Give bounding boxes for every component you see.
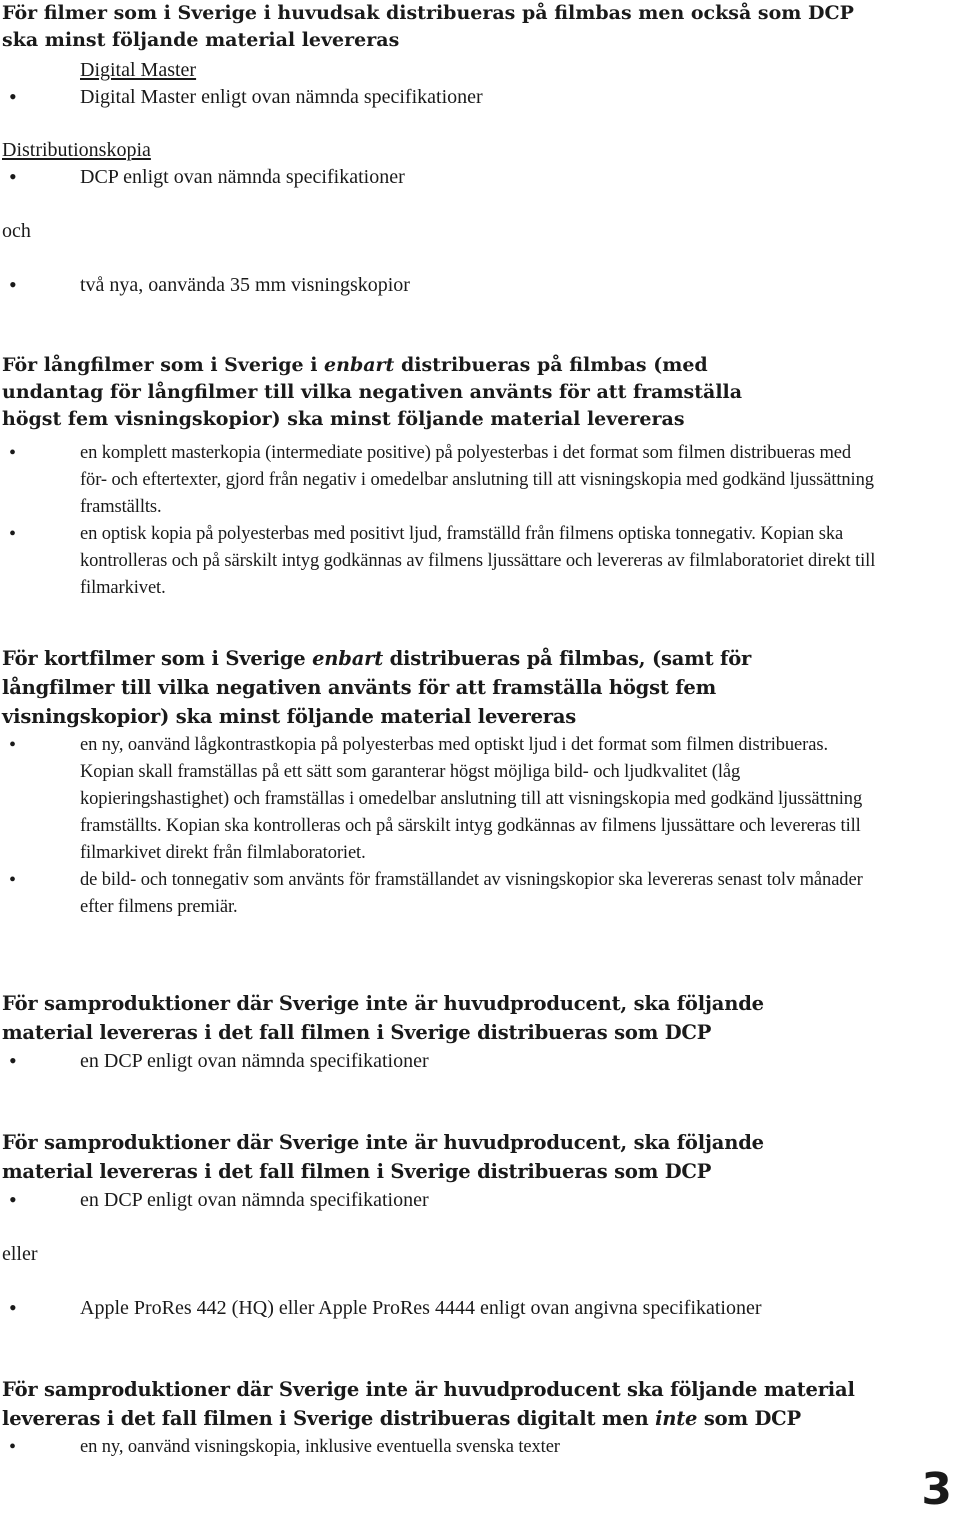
- list-item: • två nya, oanvända 35 mm visningskopior: [9, 272, 410, 297]
- bullet-icon: •: [9, 1187, 17, 1212]
- bullet-icon: •: [9, 734, 16, 756]
- list-item: • en ny, oanvänd lågkontrastkopia på polyesterbas med optiskt ljud i det format som filmen distribueras. Kopian skall framställas på ett sätt som garanterar högst möjliga bild- och ljudkvalitet (låg kopieringshastighet) och framställas i omedelbar anslutning till att visningskopia med godkänd ljussättning framställts. Kopian ska kontrolleras och på särskilt intyg godkännas av filmens ljussättare och levereras till filmarkivet direkt från filmlaboratoriet.: [9, 734, 863, 863]
- coprod-3-list: [0, 1434, 880, 1461]
- bullet-icon: •: [9, 84, 17, 109]
- list-item: • Digital Master enligt ovan nämnda specifikationer: [9, 84, 483, 109]
- digital-master-list: [0, 84, 880, 110]
- intro-heading: För filmer som i Sverige i huvudsak distribueras på filmbas men också som DCP ska minst följande material levereras: [2, 2, 854, 51]
- bullet-icon: •: [9, 869, 16, 891]
- bullet-icon: •: [9, 272, 17, 297]
- bullet-icon: •: [9, 164, 17, 189]
- list-item: • en ny, oanvänd visningskopia, inklusive eventuella svenska texter: [0, 1434, 880, 1461]
- list-item: • en DCP enligt ovan nämnda specifikationer: [9, 1187, 429, 1212]
- feature-film-list: [0, 440, 880, 602]
- coprod-2-list: [0, 1187, 880, 1213]
- coprod-2-heading: För samproduktioner där Sverige inte är huvudproducent, ska följande material levereras i det fall filmen i Sverige distribueras som DCP: [2, 1131, 764, 1183]
- distribution-list: [0, 164, 880, 190]
- bullet-icon: •: [9, 523, 16, 545]
- page-number: 3: [921, 1464, 952, 1515]
- bullet-icon: •: [9, 442, 16, 464]
- short-film-list: [0, 732, 880, 921]
- list-item: • de bild- och tonnegativ som använts för framställandet av visningskopior ska levereras senast tolv månader efter filmens premiär.: [9, 869, 863, 917]
- and-word: och: [2, 220, 31, 242]
- coprod-1-list: [0, 1048, 880, 1074]
- print-list: [0, 272, 880, 298]
- digital-master-label: Digital Master: [80, 59, 197, 81]
- list-item: • en DCP enligt ovan nämnda specifikationer: [9, 1048, 429, 1073]
- coprod-3-heading: För samproduktioner där Sverige inte är huvudproducent ska följande material levereras i det fall filmen i Sverige distribueras digitalt men inte som DCP: [2, 1378, 855, 1430]
- list-item: • Apple ProRes 442 (HQ) eller Apple ProRes 4444 enligt ovan angivna specifikationer: [9, 1295, 762, 1320]
- or-word: eller: [2, 1243, 38, 1265]
- coprod-1-heading: För samproduktioner där Sverige inte är huvudproducent, ska följande material levereras i det fall filmen i Sverige distribueras som DCP: [2, 992, 764, 1044]
- bullet-icon: •: [9, 1436, 16, 1458]
- bullet-icon: •: [9, 1048, 17, 1073]
- bullet-icon: •: [9, 1295, 17, 1320]
- list-item: • en optisk kopia på polyesterbas med positivt ljud, framställd från filmens optiska tonnegativ. Kopian ska kontrolleras och på särskilt intyg godkännas av filmens ljussättare och levereras av filmlaboratoriet direkt till filmarkivet.: [9, 523, 876, 598]
- short-film-heading: För kortfilmer som i Sverige enbart distribueras på filmbas, (samt för långfilmer till vilka negativen använts för att framställa högst fem visningskopior) ska minst följande material levereras: [2, 647, 752, 728]
- feature-film-heading: För långfilmer som i Sverige i enbart distribueras på filmbas (med undantag för långfilmer till vilka negativen använts för att framställa högst fem visningskopior) ska minst följande material levereras: [2, 354, 743, 430]
- list-item: • en komplett masterkopia (intermediate positive) på polyesterbas i det format som filmen distribueras med för- och eftertexter, gjord från negativ i omedelbar anslutning till att visningskopia med godkänd ljussättning framställts.: [9, 442, 874, 517]
- distribution-label: Distributionskopia: [2, 139, 151, 161]
- coprod-2-alt-list: [0, 1295, 880, 1321]
- list-item: • DCP enligt ovan nämnda specifikationer: [9, 164, 405, 189]
